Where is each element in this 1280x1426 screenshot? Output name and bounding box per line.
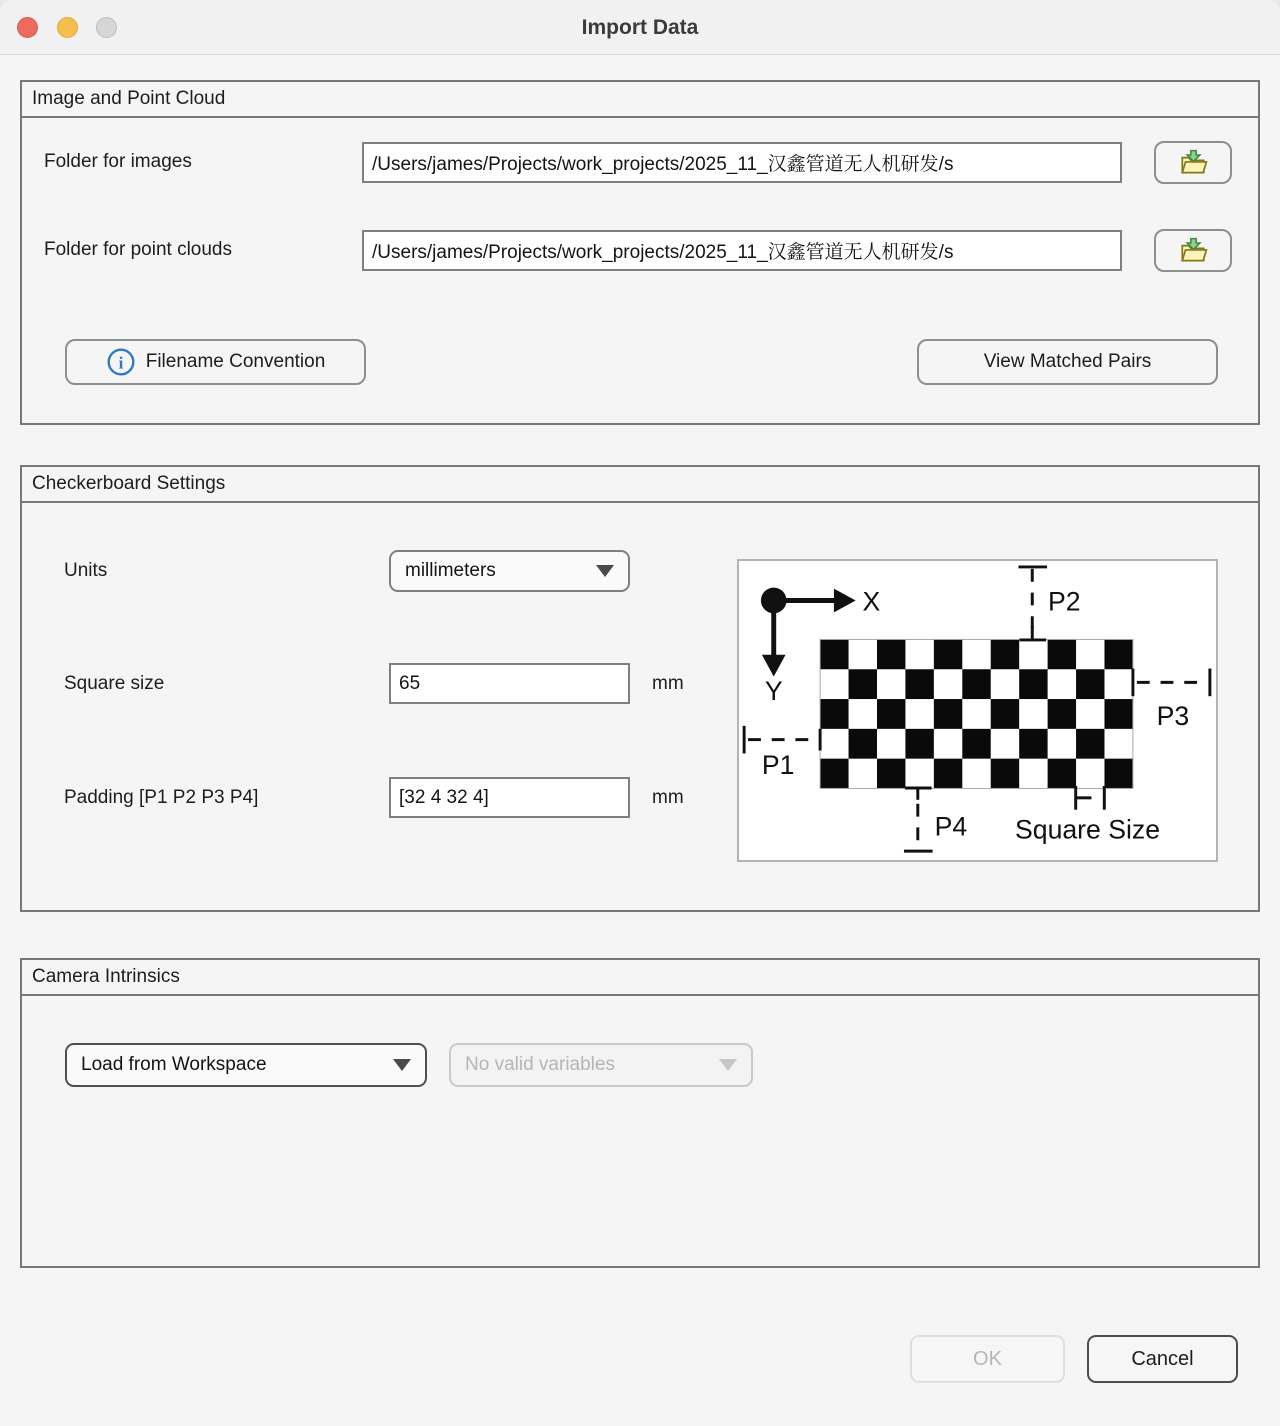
section-title: Checkerboard Settings — [22, 467, 1258, 503]
filename-convention-button[interactable] — [65, 339, 366, 385]
cancel-button[interactable] — [1087, 1335, 1238, 1383]
folder-images-label: Folder for images — [44, 151, 192, 172]
folder-open-icon — [1178, 237, 1208, 265]
folder-pointclouds-label: Folder for point clouds — [44, 239, 232, 260]
info-icon — [106, 347, 136, 377]
square-size-diagram-label: Square Size — [1015, 814, 1161, 845]
units-dropdown[interactable] — [389, 550, 630, 592]
intrinsics-variable-value: No valid variables — [465, 1054, 615, 1075]
p1-label: P1 — [761, 750, 795, 781]
square-size-unit: mm — [652, 673, 684, 694]
camera-intrinsics-section — [20, 958, 1260, 1268]
folder-open-icon — [1178, 149, 1208, 177]
chevron-down-icon — [596, 565, 614, 577]
y-axis-arrow — [762, 655, 786, 677]
units-value: millimeters — [405, 560, 496, 581]
intrinsics-variable-dropdown — [449, 1043, 753, 1087]
image-point-cloud-section — [20, 80, 1260, 425]
y-axis-label: Y — [764, 676, 783, 707]
x-axis-label: X — [862, 586, 881, 617]
filename-convention-label: Filename Convention — [145, 351, 326, 372]
x-axis-arrow — [834, 589, 856, 613]
square-size-label: Square size — [64, 673, 165, 694]
cancel-label: Cancel — [1131, 1347, 1194, 1370]
padding-unit: mm — [652, 787, 684, 808]
folder-images-input[interactable] — [362, 142, 1122, 183]
ok-label: OK — [973, 1347, 1002, 1370]
p2-label: P2 — [1048, 586, 1081, 617]
p4-label: P4 — [934, 811, 968, 842]
svg-text:i: i — [118, 353, 124, 373]
padding-label: Padding [P1 P2 P3 P4] — [64, 787, 259, 808]
section-title: Image and Point Cloud — [22, 82, 1258, 118]
p3-label: P3 — [1156, 700, 1190, 731]
chevron-down-icon — [719, 1059, 737, 1071]
checkerboard-diagram — [737, 559, 1218, 862]
section-title: Camera Intrinsics — [22, 960, 1258, 996]
units-label: Units — [64, 560, 108, 581]
checkerboard-pattern — [820, 639, 1133, 788]
intrinsics-source-value: Load from Workspace — [81, 1054, 267, 1075]
folder-pointclouds-input[interactable] — [362, 230, 1122, 271]
view-matched-pairs-button[interactable] — [917, 339, 1218, 385]
ok-button[interactable] — [910, 1335, 1065, 1383]
chevron-down-icon — [393, 1059, 411, 1071]
square-size-input[interactable] — [389, 663, 630, 704]
browse-images-button[interactable] — [1154, 141, 1232, 184]
window-title: Import Data — [581, 15, 699, 39]
view-matched-pairs-label: View Matched Pairs — [983, 351, 1152, 372]
checkerboard-settings-section — [20, 465, 1260, 912]
intrinsics-source-dropdown[interactable] — [65, 1043, 427, 1087]
browse-pointclouds-button[interactable] — [1154, 229, 1232, 272]
padding-input[interactable] — [389, 777, 630, 818]
title-bar — [0, 0, 1280, 55]
